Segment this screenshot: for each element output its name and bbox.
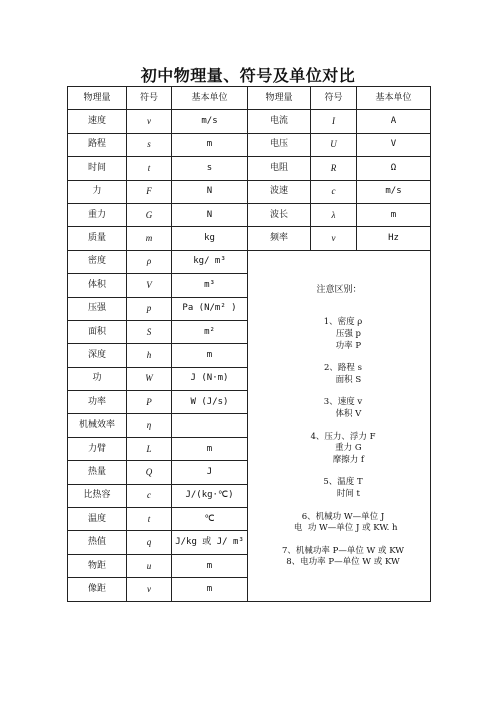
table-row bbox=[68, 227, 431, 250]
unit-cell: Pa (N/m² ) bbox=[172, 297, 248, 320]
quantity-cell: 体积 bbox=[68, 274, 127, 297]
page-title: 初中物理量、符号及单位对比 bbox=[140, 66, 356, 85]
unit-cell: kg/ m³ bbox=[172, 250, 248, 273]
unit-cell: J/(kg·℃) bbox=[172, 484, 248, 507]
symbol-cell: F bbox=[127, 180, 172, 203]
symbol-cell: U bbox=[311, 133, 357, 156]
notes-list bbox=[256, 317, 430, 569]
symbol-cell: P bbox=[127, 391, 172, 414]
comparison-table bbox=[67, 86, 431, 602]
unit-cell: m³ bbox=[172, 274, 248, 297]
note-item: 6、机械功 W—单位 J 电 功 W—单位 J 或 KW. h bbox=[293, 511, 398, 534]
unit-cell: m bbox=[172, 437, 248, 460]
note-item: 1、密度 ρ 压强 p 功率 P bbox=[323, 317, 363, 351]
table-row bbox=[68, 157, 431, 180]
quantity-cell: 电阻 bbox=[248, 157, 311, 180]
quantity-cell: 波长 bbox=[248, 203, 311, 226]
unit-cell bbox=[172, 414, 248, 437]
quantity-cell: 功 bbox=[68, 367, 127, 390]
header-row bbox=[68, 87, 431, 110]
symbol-cell: λ bbox=[311, 203, 357, 226]
symbol-cell: p bbox=[127, 297, 172, 320]
symbol-cell: v bbox=[127, 578, 172, 601]
quantity-cell: 波速 bbox=[248, 180, 311, 203]
symbol-cell: η bbox=[127, 414, 172, 437]
quantity-cell: 面积 bbox=[68, 320, 127, 343]
note-item: 3、速度 v 体积 V bbox=[323, 397, 363, 419]
header-quantity: 物理量 bbox=[68, 87, 127, 110]
header-quantity: 物理量 bbox=[248, 87, 311, 110]
unit-cell: m bbox=[172, 133, 248, 156]
notes-panel bbox=[248, 250, 431, 601]
header-symbol: 符号 bbox=[127, 87, 172, 110]
symbol-cell: v bbox=[127, 110, 172, 133]
table-row bbox=[68, 203, 431, 226]
table-row bbox=[68, 110, 431, 133]
symbol-cell: h bbox=[127, 344, 172, 367]
symbol-cell: s bbox=[127, 133, 172, 156]
quantity-cell: 路程 bbox=[68, 133, 127, 156]
symbol-cell: c bbox=[127, 484, 172, 507]
unit-cell: A bbox=[357, 110, 431, 133]
notes-title: 注意区别： bbox=[316, 285, 362, 296]
quantity-cell: 机械效率 bbox=[68, 414, 127, 437]
unit-cell: N bbox=[172, 180, 248, 203]
note-item: 4、压力、浮力 F 重力 G 摩擦力 f bbox=[310, 431, 376, 465]
symbol-cell: V bbox=[127, 274, 172, 297]
symbol-cell: t bbox=[127, 157, 172, 180]
symbol-cell: S bbox=[127, 320, 172, 343]
header-symbol: 符号 bbox=[311, 87, 357, 110]
note-item: 7、机械功率 P—单位 W 或 KW 8、电功率 P—单位 W 或 KW bbox=[282, 545, 404, 568]
quantity-cell: 力 bbox=[68, 180, 127, 203]
symbol-cell: c bbox=[311, 180, 357, 203]
unit-cell: Hz bbox=[357, 227, 431, 250]
unit-cell: J (N·m) bbox=[172, 367, 248, 390]
unit-cell: ℃ bbox=[172, 508, 248, 531]
unit-cell: m bbox=[172, 554, 248, 577]
quantity-cell: 热量 bbox=[68, 461, 127, 484]
unit-cell: J bbox=[172, 461, 248, 484]
quantity-cell: 像距 bbox=[68, 578, 127, 601]
symbol-cell: q bbox=[127, 531, 172, 554]
quantity-cell: 物距 bbox=[68, 554, 127, 577]
quantity-cell: 比热容 bbox=[68, 484, 127, 507]
symbol-cell: I bbox=[311, 110, 357, 133]
symbol-cell: R bbox=[311, 157, 357, 180]
quantity-cell: 质量 bbox=[68, 227, 127, 250]
quantity-cell: 功率 bbox=[68, 391, 127, 414]
quantity-cell: 压强 bbox=[68, 297, 127, 320]
quantity-cell: 密度 bbox=[68, 250, 127, 273]
quantity-cell: 速度 bbox=[68, 110, 127, 133]
unit-cell: N bbox=[172, 203, 248, 226]
header-unit: 基本单位 bbox=[357, 87, 431, 110]
header-unit: 基本单位 bbox=[172, 87, 248, 110]
symbol-cell: G bbox=[127, 203, 172, 226]
table-row bbox=[68, 180, 431, 203]
symbol-cell: v bbox=[311, 227, 357, 250]
unit-cell: m/s bbox=[172, 110, 248, 133]
quantity-cell: 时间 bbox=[68, 157, 127, 180]
unit-cell: J/kg 或 J/ m³ bbox=[172, 531, 248, 554]
quantity-cell: 热值 bbox=[68, 531, 127, 554]
unit-cell: V bbox=[357, 133, 431, 156]
table-row bbox=[68, 250, 431, 273]
symbol-cell: Q bbox=[127, 461, 172, 484]
table-row bbox=[68, 133, 431, 156]
unit-cell: W (J/s) bbox=[172, 391, 248, 414]
quantity-cell: 深度 bbox=[68, 344, 127, 367]
quantity-cell: 频率 bbox=[248, 227, 311, 250]
symbol-cell: u bbox=[127, 554, 172, 577]
unit-cell: s bbox=[172, 157, 248, 180]
symbol-cell: m bbox=[127, 227, 172, 250]
unit-cell: Ω bbox=[357, 157, 431, 180]
unit-cell: m bbox=[172, 578, 248, 601]
symbol-cell: ρ bbox=[127, 250, 172, 273]
unit-cell: m/s bbox=[357, 180, 431, 203]
unit-cell: m² bbox=[172, 320, 248, 343]
quantity-cell: 电压 bbox=[248, 133, 311, 156]
note-item: 5、温度 T 时间 t bbox=[323, 477, 363, 499]
quantity-cell: 温度 bbox=[68, 508, 127, 531]
quantity-cell: 电流 bbox=[248, 110, 311, 133]
unit-cell: m bbox=[172, 344, 248, 367]
unit-cell: kg bbox=[172, 227, 248, 250]
symbol-cell: L bbox=[127, 437, 172, 460]
note-item: 2、路程 s 面积 S bbox=[324, 363, 362, 385]
quantity-cell: 重力 bbox=[68, 203, 127, 226]
symbol-cell: W bbox=[127, 367, 172, 390]
unit-cell: m bbox=[357, 203, 431, 226]
symbol-cell: t bbox=[127, 508, 172, 531]
quantity-cell: 力臂 bbox=[68, 437, 127, 460]
